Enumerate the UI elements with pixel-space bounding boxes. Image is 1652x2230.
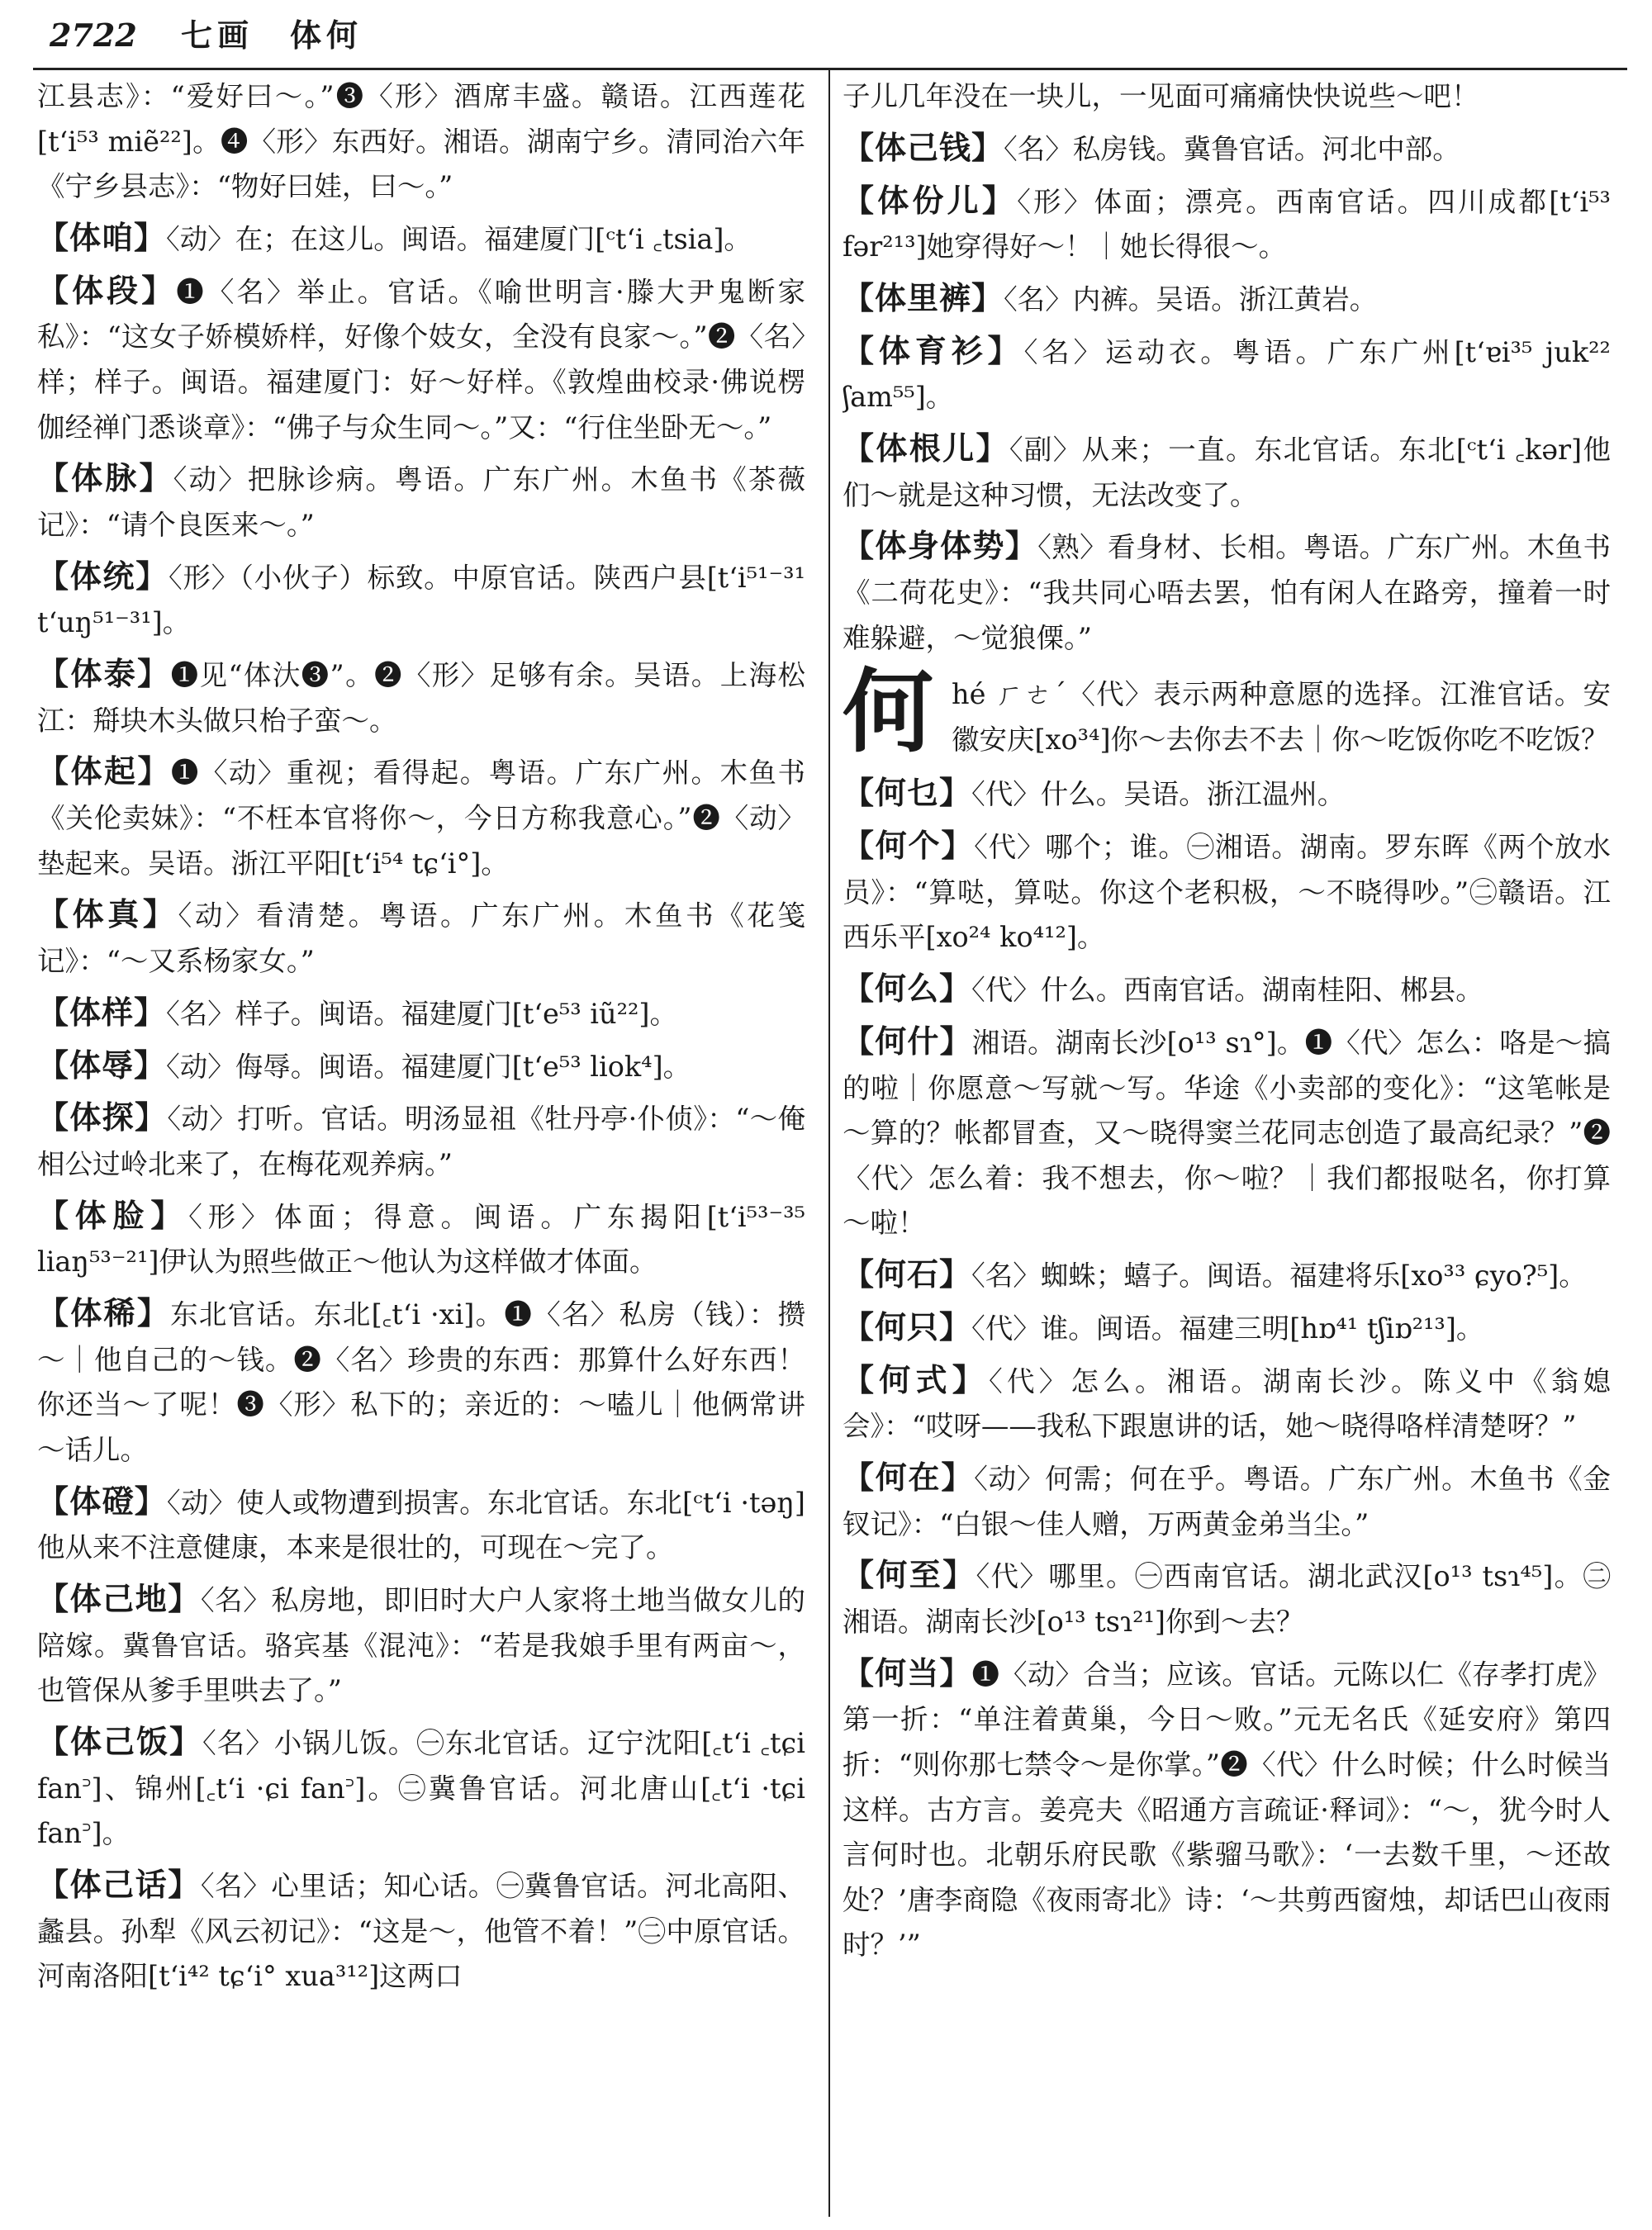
entry-definition: 〈形〉体面；得意。闽语。广东揭阳[tʻi⁵³⁻³⁵ liaŋ⁵³⁻²¹]伊认为照些做正～他认为这样做才体面。: [37, 1200, 805, 1279]
entry-definition: 〈动〉把脉诊病。粤语。广东广州。木鱼书《茶薇记》：“请个良医来～。”: [37, 463, 805, 541]
entry-definition: 〈代〉怎么。湘语。湖南长沙。陈义中《翁媳会》：“哎呀——我私下跟崽讲的话，她～晓得咯样清楚呀？”: [843, 1364, 1611, 1443]
entry-definition: 〈名〉私房钱。冀鲁官话。河北中部。: [1004, 132, 1460, 165]
entry-definition: 〈名〉心里话；知心话。㊀冀鲁官话。河北高阳、蠡县。孙犁《风云初记》：“这是～，他管不着！”㊁中原官话。河南洛阳[tʻi⁴² tɕʻi° xua³¹²]这两口: [37, 1869, 805, 1993]
dictionary-entry: [843, 966, 1611, 1013]
entry-headword: 【体己钱】: [843, 128, 1004, 166]
entry-definition: 〈动〉打听。官话。明汤显祖《牡丹亭·仆侦》：“～俺相公过岭北来了，在梅花观养病。”: [37, 1103, 805, 1180]
entry-headword: 【体真】: [37, 895, 178, 933]
entry-definition: 子儿几年没在一块儿，一见面可痛痛快快说些～吧！: [843, 80, 1479, 112]
entry-definition: 〈代〉什么。西南官话。湖南桂阳、郴县。: [971, 974, 1483, 1007]
entry-headword: 【体份儿】: [843, 181, 1018, 219]
entry-definition: 〈代〉哪个；谁。㊀湘语。湖南。罗东晖《两个放水员》：“算哒，算哒。你这个老积极，～不晓得吵。”㊁赣语。江西乐平[xo²⁴ ko⁴¹²]。: [843, 831, 1611, 954]
entry-definition: 〈代〉什么。吴语。浙江温州。: [971, 778, 1346, 811]
dictionary-entry: [37, 1577, 805, 1714]
entry-definition: 〈名〉内裤。吴语。浙江黄岩。: [1004, 282, 1378, 316]
entry-headword: 【何个】: [843, 827, 975, 865]
dictionary-entry: [37, 1043, 805, 1090]
entry-headword: 【何式】: [843, 1360, 989, 1398]
entry-definition: 〈形〉体面；漂亮。西南官话。四川成都[tʻi⁵³ fər²¹³]她穿得好～！｜她长得很～。: [843, 185, 1611, 263]
entry-definition: 〈名〉运动衣。粤语。广东广州[tʻɐi³⁵ juk²² ʃam⁵⁵]。: [843, 335, 1611, 414]
dictionary-entry: [37, 892, 805, 984]
dictionary-entry: [37, 216, 805, 263]
entry-headword: 【体段】: [37, 271, 177, 309]
entry-headword: 【何石】: [843, 1255, 972, 1293]
entry-definition: 〈副〉从来；一直。东北官话。东北[ᶜtʻi ꜀kər]他们～就是这种习惯，无法改变了。: [843, 434, 1611, 511]
entry-headword: 【何乜】: [843, 774, 972, 812]
dictionary-entry: [37, 1862, 805, 2000]
entry-headword: 【体探】: [37, 1098, 168, 1136]
dictionary-entry: [843, 771, 1611, 818]
entry-definition: 〈动〉侮辱。闽语。福建厦门[tʻe⁵³ liok⁴]。: [166, 1050, 691, 1083]
entry-definition: ❶〈动〉重视；看得起。粤语。广东广州。木鱼书《关伦卖妹》：“不枉本官将你～，今日方称我意心。”❷〈动〉垫起来。吴语。浙江平阳[tʻi⁵⁴ tɕʻi°]。: [37, 757, 805, 880]
dictionary-entry: [37, 1291, 805, 1473]
entry-definition: 江县志》：“爱好曰～。”❸〈形〉酒席丰盛。赣语。江西莲花[tʻi⁵³ miẽ²²]。❹〈形〉东西好。湘语。湖南宁乡。清同治六年《宁乡县志》：“物好曰娃，曰～。”: [37, 80, 805, 203]
dictionary-entry: [843, 658, 1611, 766]
dictionary-entry: [37, 74, 805, 210]
entry-definition: 〈代〉哪里。㊀西南官话。湖北武汉[o¹³ tsɿ⁴⁵]。㊁湘语。湖南长沙[o¹³ tsɿ²¹]你到～去？: [843, 1560, 1611, 1639]
entry-headword: 【体统】: [37, 557, 169, 595]
entry-headword: 【何只】: [843, 1307, 972, 1345]
dictionary-entry: [37, 456, 805, 548]
dictionary-entry: [37, 1479, 805, 1571]
dictionary-entry: [843, 329, 1611, 420]
dictionary-entry: [843, 426, 1611, 518]
entry-definition: 〈名〉样子。闽语。福建厦门[tʻe⁵³ iũ²²]。: [166, 997, 677, 1030]
entry-headword: 【体起】: [37, 752, 171, 790]
dictionary-entry: [843, 524, 1611, 661]
entry-definition: ❶〈名〉举止。官话。《喻世明言·滕大尹鬼断家私》：“这女子娇模娇样，好像个妓女，全没有良家～。”❷〈名〉样；样子。闽语。福建厦门：好～好样。《敦煌曲校录·佛说楞伽经禅门悉谈章》：“佛子与众生同～。”又：“行住坐卧无～。”: [37, 275, 805, 444]
entry-definition: hé ㄏㄜˊ〈代〉表示两种意愿的选择。江淮官话。安徽安庆[xo³⁴]你～去你去不去｜你～吃饭你吃不吃饭？: [952, 678, 1611, 756]
dictionary-entry: [843, 1019, 1611, 1246]
entry-definition: 湘语。湖南长沙[o¹³ sɿ°]。❶〈代〉怎么：咯是～搞的啦｜你愿意～写就～写。华途《小卖部的变化》：“这笔帐是～算的？帐都冒查，又～晓得窦兰花同志创造了最高纪录？”❷〈代〉怎么着：我不想去，你～啦？｜我们都报哒名，你打算～啦！: [843, 1026, 1611, 1240]
entry-headword: 【何当】: [843, 1654, 972, 1691]
dictionary-entry: [37, 990, 805, 1037]
entry-definition: 〈动〉看清楚。粤语。广东广州。木鱼书《花笺记》：“～又系杨家女。”: [37, 899, 805, 977]
dictionary-entry: [843, 276, 1611, 323]
entry-definition: 〈动〉在；在这儿。闽语。福建厦门[ᶜtʻi ꜀tsia]。: [166, 222, 752, 255]
dictionary-entry: [37, 268, 805, 450]
dictionary-entry: [37, 749, 805, 886]
entry-definition: 〈动〉何需；何在乎。粤语。广东广州。木鱼书《金钗记》：“白银～佳人赠，万两黄金弟当尘。”: [843, 1463, 1611, 1540]
entry-headword: 【体育衫】: [843, 331, 1024, 369]
entry-headword: 【体己饭】: [37, 1723, 203, 1760]
entry-headword: 【体稀】: [37, 1294, 171, 1332]
entry-headword: 【体里裤】: [843, 278, 1004, 316]
dictionary-entry: [843, 1553, 1611, 1644]
character-headword: 何: [843, 658, 933, 766]
column-divider: [828, 69, 830, 2217]
entry-headword: 【体泰】: [37, 655, 171, 693]
dictionary-entry: [843, 1455, 1611, 1547]
entry-definition: ❶〈动〉合当；应该。官话。元陈以仁《存孝打虎》第一折：“单注着黄巢，今日～败。”元无名氏《延安府》第四折：“则你那七禁令～是你掌。”❷〈代〉什么时候；什么时候当这样。古方言。姜亮夫《昭通方言疏证·释词》：“～，犹今时人言何时也。北朝乐府民歌《紫骝马歌》：‘一去数千里，～还故处？’唐李商隐《夜雨寄北》诗：‘～共剪西窗烛，却话巴山夜雨时？’”: [843, 1658, 1611, 1962]
dictionary-entry: [843, 1651, 1611, 1968]
dictionary-entry: [843, 126, 1611, 173]
dictionary-entry: [37, 1193, 805, 1285]
entry-definition: 〈动〉使人或物遭到损害。东北官话。东北[ᶜtʻi ·təŋ]他从来不注意健康，本来是很壮的，可现在～完了。: [37, 1486, 805, 1564]
page-number: 2722: [50, 17, 137, 54]
entry-headword: 【何么】: [843, 970, 972, 1008]
right-column: [843, 74, 1611, 2222]
entry-definition: 〈名〉小锅儿饭。㊀东北官话。辽宁沈阳[꜀tʻi ꜀tɕi fan꜄]、锦州[꜀tʻi ·ɕi fan꜄]。㊁冀鲁官话。河北唐山[꜀tʻi ·tɕi fan꜄]。: [37, 1727, 805, 1850]
entry-headword: 【何在】: [843, 1459, 975, 1497]
dictionary-entry: [37, 1095, 805, 1187]
entry-definition: 〈代〉谁。闽语。福建三明[hɒ⁴¹ tʃiɒ²¹³]。: [971, 1312, 1484, 1345]
entry-headword: 【体根儿】: [843, 429, 1009, 467]
dictionary-entry: [843, 74, 1611, 120]
dictionary-entry: [843, 1305, 1611, 1352]
dictionary-entry: [843, 1358, 1611, 1450]
entry-headword: 【体己地】: [37, 1580, 201, 1618]
entry-headword: 【体己话】: [37, 1865, 201, 1903]
entry-headword: 【体磴】: [37, 1482, 167, 1520]
dictionary-entry: [843, 178, 1611, 270]
entry-definition: 〈名〉私房地，即旧时大户人家将土地当做女儿的陪嫁。冀鲁官话。骆宾基《混沌》：“若是我娘手里有两亩～，也管保从爹手里哄去了。”: [37, 1584, 805, 1707]
dictionary-entry: [37, 1720, 805, 1857]
left-column: [37, 74, 805, 2222]
entry-headword: 【体辱】: [37, 1046, 167, 1084]
dictionary-entry: [37, 652, 805, 743]
header-rule: [33, 68, 1627, 70]
entry-definition: 〈熟〉看身材、长相。粤语。广东广州。木鱼书《二荷花史》：“我共同心唔去罢，怕有闲人在路旁，撞着一时难躲避，～觉狼傈。”: [843, 531, 1611, 654]
entry-headword: 【体脸】: [37, 1196, 189, 1234]
page-header: [50, 7, 1627, 64]
entry-definition: 〈名〉蜘蛛；蟢子。闽语。福建将乐[xo³³ ɕyo?⁵]。: [971, 1260, 1587, 1293]
entry-definition: 〈形〉（小伙子）标致。中原官话。陕西户县[tʻi⁵¹⁻³¹ tʻuŋ⁵¹⁻³¹]。: [37, 561, 805, 639]
page-title: 七画 体何: [181, 17, 363, 54]
entry-headword: 【体身体势】: [843, 527, 1038, 565]
entry-definition: 东北官话。东北[꜀tʻi ·xi]。❶〈名〉私房（钱）：攒～｜他自己的～钱。❷〈名〉珍贵的东西：那算什么好东西！你还当～了呢！❸〈形〉私下的；亲近的：～嗑儿｜他俩常讲～话儿。: [37, 1298, 805, 1466]
entry-headword: 【体样】: [37, 993, 167, 1031]
entry-headword: 【何什】: [843, 1022, 972, 1060]
entry-headword: 【何至】: [843, 1556, 976, 1594]
entry-definition: ❶见“体汏❸”。❷〈形〉足够有余。吴语。上海松江：搿块木头做只枱子蛮～。: [37, 659, 805, 737]
dictionary-entry: [37, 554, 805, 646]
dictionary-entry: [843, 1252, 1611, 1299]
entry-headword: 【体脉】: [37, 459, 173, 497]
dictionary-entry: [843, 823, 1611, 961]
entry-headword: 【体咱】: [37, 218, 167, 256]
